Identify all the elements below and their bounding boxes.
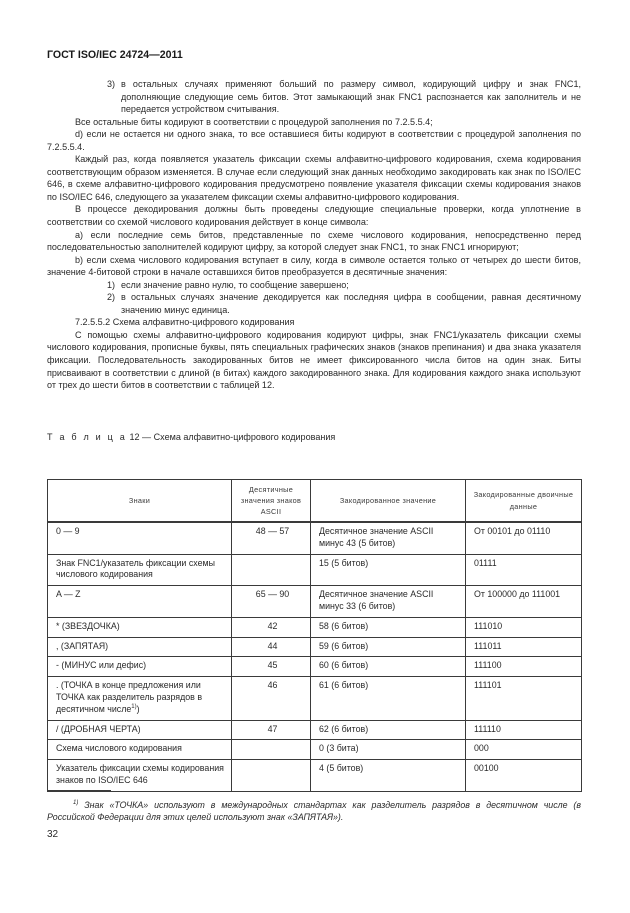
cell-encoded-text: 60 (6 битов) xyxy=(319,660,369,671)
footnote-text: Знак «ТОЧКА» используют в международных стандартах как разделитель разрядов в десятичном числе (в Российской Федерации для этих целей используют знак «ЗАПЯТАЯ»). xyxy=(47,799,581,823)
cell-binary xyxy=(466,657,582,677)
footnote-ref: 1) xyxy=(131,703,137,710)
list-number: 3) xyxy=(106,79,115,89)
cell-encoded-text: 59 (6 битов) xyxy=(319,640,369,651)
cell-binary xyxy=(466,720,582,740)
cell-ascii xyxy=(232,554,311,586)
cell-binary-text: 111100 xyxy=(474,660,502,671)
cell-sign xyxy=(48,677,232,720)
header-ascii: Десятичные значения знаков ASCII xyxy=(232,480,311,523)
cell-sign xyxy=(48,740,232,760)
cell-encoded xyxy=(311,720,466,740)
cell-encoded-text: 62 (6 битов) xyxy=(319,723,369,734)
cell-encoded-text: 61 (6 битов) xyxy=(319,680,369,691)
cell-sign xyxy=(48,554,232,586)
paragraph: Каждый раз, когда появляется указатель фиксации схемы алфавитно-цифрового кодирования, схема кодирования соответствующим образом изменяется. В случае если следующий знак данных необходимо закодировать как знак по ISO/IEC 646, в схеме алфавитно-цифрового кодирования предусмотрено появление указателя фиксации схемы кодирования знаков по ISO/IEC 646, следующего за указателем фиксации схемы алфавитно-цифрового кодирования. xyxy=(47,154,581,202)
cell-binary xyxy=(466,740,582,760)
cell-encoded xyxy=(311,637,466,657)
cell-sign-text: Знак FNC1/указатель фиксации схемы числового кодирования xyxy=(56,557,215,580)
table-caption-title: 12 — Схема алфавитно-цифрового кодирования xyxy=(126,432,336,442)
table-row xyxy=(48,760,582,792)
table-caption xyxy=(47,432,335,442)
paragraph: С помощью схемы алфавитно-цифрового кодирования кодируют цифры, знак FNC1/указатель фиксации схемы числового кодирования, прописные буквы, пять специальных графических знаков (знаков препинания) и два знака указателя фиксации. Последовательность закодированных битов не имеет фиксированного числа битов на один знак. Биты присваивают в соответствии с длиной (в битах) каждого закодированного знака. Для кодирования каждого знака используют от трех до шести битов в соответствии с таблицей 12. xyxy=(47,329,581,391)
table-row xyxy=(48,617,582,637)
cell-encoded xyxy=(311,586,466,618)
cell-binary-text: От 00101 до 01110 xyxy=(474,526,551,536)
cell-encoded xyxy=(311,760,466,792)
cell-ascii-text: 47 xyxy=(267,723,278,734)
table-row xyxy=(48,554,582,586)
cell-ascii xyxy=(232,760,311,792)
table-caption-prefix: Т а б л и ц а xyxy=(47,432,127,442)
cell-sign xyxy=(48,586,232,618)
list-text: если значение равно нулю, то сообщение завершено; xyxy=(121,279,349,290)
paragraph-b: b) если схема числового кодирования вступает в силу, когда в символе остается только от четырех до шести битов, значение 4-битовой строки в начале оставшихся битов преобразуется в десятичные значения: xyxy=(47,254,581,278)
cell-ascii-text: 65 — 90 xyxy=(255,589,290,600)
page-number: 32 xyxy=(47,829,59,840)
cell-encoded-text: 58 (6 битов) xyxy=(319,620,369,631)
table-row xyxy=(48,522,582,554)
cell-binary-text: 000 xyxy=(474,743,489,754)
cell-sign-text: * (ЗВЕЗДОЧКА) xyxy=(56,620,120,631)
list-item-2 xyxy=(47,291,581,316)
cell-ascii xyxy=(232,617,311,637)
cell-binary-text: 111011 xyxy=(474,640,502,651)
cell-encoded-text: 0 (3 бита) xyxy=(319,743,359,754)
paragraph: Все остальные биты кодируют в соответствии с процедурой заполнения по 7.2.5.5.4; xyxy=(75,116,433,127)
header-encoded: Закодированное значение xyxy=(311,480,466,523)
cell-encoded xyxy=(311,677,466,720)
table-row xyxy=(48,677,582,720)
cell-sign xyxy=(48,522,232,554)
cell-ascii-text: 46 xyxy=(267,680,278,691)
cell-binary xyxy=(466,554,582,586)
cell-binary-text: 01111 xyxy=(474,557,497,568)
cell-ascii xyxy=(232,740,311,760)
cell-binary xyxy=(466,617,582,637)
cell-ascii xyxy=(232,677,311,720)
cell-sign-text: / (ДРОБНАЯ ЧЕРТА) xyxy=(56,723,141,734)
list-number: 1) xyxy=(106,279,115,290)
cell-encoded xyxy=(311,740,466,760)
table-row xyxy=(48,740,582,760)
cell-binary-text: 111010 xyxy=(474,620,503,631)
cell-sign-text: A — Z xyxy=(56,589,81,600)
cell-binary xyxy=(466,522,582,554)
cell-binary xyxy=(466,637,582,657)
paragraph-d: d) если не остается ни одного знака, то все оставшиеся биты кодируют в соответствии с процедурой заполнения по 7.2.5.5.4. xyxy=(47,129,581,152)
cell-binary-text: 111110 xyxy=(474,723,501,734)
footnote-divider xyxy=(47,790,111,791)
table-row xyxy=(48,637,582,657)
cell-encoded xyxy=(311,617,466,637)
cell-sign xyxy=(48,760,232,792)
cell-binary xyxy=(466,677,582,720)
cell-binary xyxy=(466,760,582,792)
header-binary: Закодированные двоичные данные xyxy=(466,480,582,523)
list-item-1 xyxy=(47,279,581,292)
table-header-row xyxy=(48,480,582,523)
cell-sign-text: 0 — 9 xyxy=(56,526,80,536)
cell-encoded xyxy=(311,554,466,586)
cell-binary-text: 00100 xyxy=(474,763,499,774)
cell-encoded-text: Десятичное значение ASCII минус 43 (5 битов) xyxy=(319,526,434,548)
cell-sign xyxy=(48,657,232,677)
cell-ascii-text: 42 xyxy=(267,620,278,631)
cell-ascii xyxy=(232,720,311,740)
cell-sign xyxy=(48,637,232,657)
cell-ascii-text: 44 xyxy=(267,640,278,651)
cell-encoded-text: 15 (5 битов) xyxy=(319,557,369,568)
cell-ascii-text: 48 — 57 xyxy=(255,526,290,536)
list-text: в остальных случаях значение декодируется как последняя цифра в сообщении, равная десятичному значению минус единица. xyxy=(121,292,581,315)
cell-ascii xyxy=(232,586,311,618)
body-text xyxy=(47,78,581,392)
cell-sign-text: Указатель фиксации схемы кодирования знаков по ISO/IEC 646 xyxy=(56,763,224,785)
cell-binary-text: От 100000 до 111001 xyxy=(474,589,561,600)
cell-binary xyxy=(466,586,582,618)
cell-sign xyxy=(48,720,232,740)
cell-encoded-text: Десятичное значение ASCII минус 33 (6 битов) xyxy=(319,589,434,611)
table-row xyxy=(48,586,582,618)
cell-encoded xyxy=(311,522,466,554)
cell-sign-text: , (ЗАПЯТАЯ) xyxy=(56,640,109,651)
list-number: 2) xyxy=(106,292,115,303)
cell-ascii xyxy=(232,637,311,657)
cell-encoded-text: 4 (5 битов) xyxy=(319,763,364,774)
section-heading: 7.2.5.5.2 Схема алфавитно-цифрового кодирования xyxy=(75,317,295,328)
footnote xyxy=(47,797,581,823)
paragraph: В процессе декодирования должны быть проведены следующие специальные проверки, когда уплотнение в соответствии со схемой числового кодирования действует в конце символа: xyxy=(47,204,581,228)
cell-sign-text: - (МИНУС или дефис) xyxy=(56,660,147,671)
encoding-table xyxy=(47,479,582,792)
paragraph-a: a) если последние семь битов, представленные по схеме числового кодирования, непосредственно перед последовательностью заполнителей кодируют цифру, за которой следует знак FNC1, то знак FNC1 игнорируют; xyxy=(47,229,581,253)
cell-sign xyxy=(48,617,232,637)
table-row xyxy=(48,657,582,677)
cell-sign-text: Схема числового кодирования xyxy=(56,743,182,754)
standard-header: ГОСТ ISO/IEC 24724—2011 xyxy=(47,49,183,61)
list-text: в остальных случаях применяют больший по размеру символ, кодирующий цифру и знак FNC1, дополняющие следующие семь битов. Этот замыкающий знак FNC1 распознается как заполнитель и не передается устройством считывания. xyxy=(121,79,581,115)
list-item-3 xyxy=(47,78,581,116)
cell-ascii xyxy=(232,657,311,677)
cell-sign-text: . (ТОЧКА в конце предложения или ТОЧКА как разделитель разрядов в десятичном числе xyxy=(56,680,203,714)
header-signs: Знаки xyxy=(48,480,232,523)
cell-ascii-text: 45 xyxy=(267,660,278,671)
table-row xyxy=(48,720,582,740)
cell-encoded xyxy=(311,657,466,677)
cell-ascii xyxy=(232,522,311,554)
cell-binary-text: 111101 xyxy=(474,680,502,691)
footnote-marker: 1) xyxy=(73,800,79,806)
cell-sign-tail: ) xyxy=(136,703,140,714)
